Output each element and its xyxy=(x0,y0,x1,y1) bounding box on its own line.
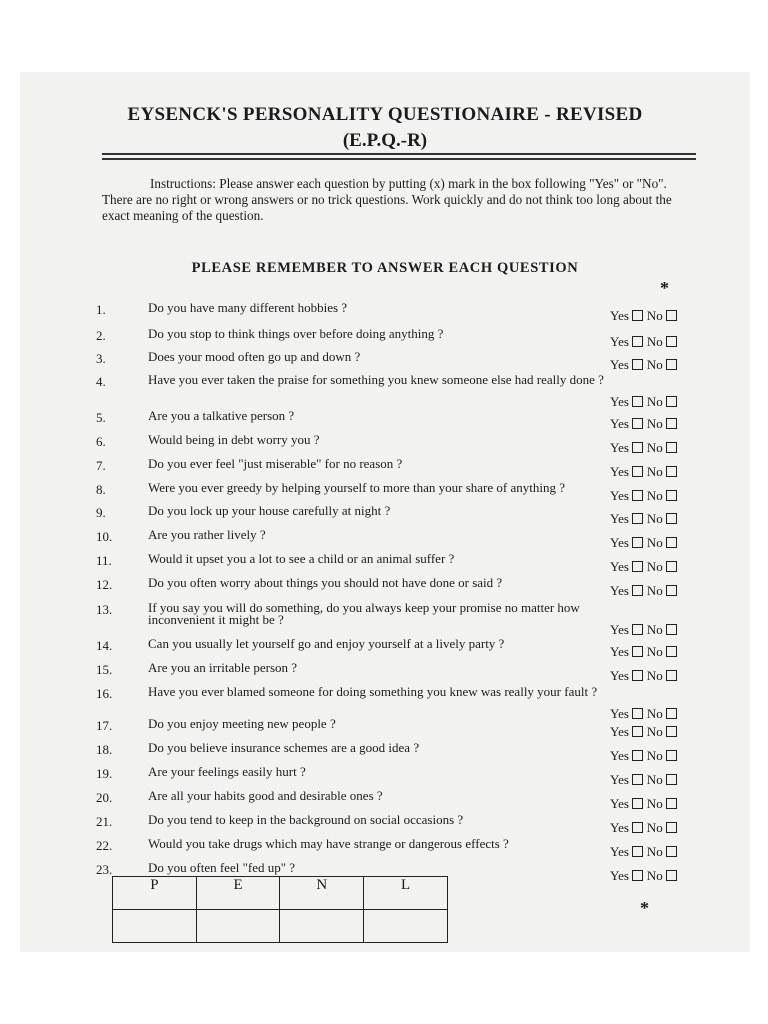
question-text: Were you ever greedy by helping yourself to more than your share of anything ? xyxy=(148,480,565,495)
yes-label: Yes xyxy=(610,488,629,503)
no-label: No xyxy=(646,357,663,372)
question-row xyxy=(20,838,750,862)
question-text: Are you rather lively ? xyxy=(148,527,266,542)
question-text: Are all your habits good and desirable ones ? xyxy=(148,788,383,803)
question-number: 17. xyxy=(96,718,113,733)
question-row xyxy=(20,577,750,601)
question-row xyxy=(20,718,750,742)
yes-checkbox[interactable] xyxy=(632,624,643,635)
no-label: No xyxy=(646,820,663,835)
no-checkbox[interactable] xyxy=(666,646,677,657)
question-text: Are you a talkative person ? xyxy=(148,408,295,423)
yes-checkbox[interactable] xyxy=(632,726,643,737)
answer-options xyxy=(610,724,681,740)
question-row xyxy=(20,372,750,409)
no-label: No xyxy=(646,440,663,455)
question-row xyxy=(20,434,750,458)
no-checkbox[interactable] xyxy=(666,670,677,681)
questionnaire-sheet xyxy=(20,72,750,952)
answer-options xyxy=(610,559,681,575)
score-cell-n[interactable] xyxy=(280,910,364,943)
score-header-l: L xyxy=(364,877,448,910)
question-text: Have you ever taken the praise for something you knew someone else had really done ? xyxy=(148,372,604,387)
question-text: Do you lock up your house carefully at night ? xyxy=(148,503,391,518)
question-row xyxy=(20,742,750,766)
answer-options xyxy=(610,772,681,788)
answer-options xyxy=(610,644,681,660)
question-row xyxy=(20,328,750,352)
no-label: No xyxy=(646,644,663,659)
no-label: No xyxy=(646,844,663,859)
answer-options xyxy=(610,622,681,638)
no-checkbox[interactable] xyxy=(666,418,677,429)
score-cell-p[interactable] xyxy=(113,910,197,943)
question-text: Would it upset you a lot to see a child or an animal suffer ? xyxy=(148,551,455,566)
question-number: 7. xyxy=(96,458,106,473)
no-checkbox[interactable] xyxy=(666,490,677,501)
no-label: No xyxy=(646,668,663,683)
question-number: 3. xyxy=(96,351,106,366)
question-number: 18. xyxy=(96,742,113,757)
yes-label: Yes xyxy=(610,796,629,811)
no-label: No xyxy=(646,535,663,550)
yes-checkbox[interactable] xyxy=(632,442,643,453)
yes-checkbox[interactable] xyxy=(632,798,643,809)
yes-checkbox[interactable] xyxy=(632,585,643,596)
question-number: 16. xyxy=(96,686,113,701)
yes-label: Yes xyxy=(610,464,629,479)
question-row xyxy=(20,662,750,686)
no-label: No xyxy=(646,334,663,349)
question-text: Would you take drugs which may have strange or dangerous effects ? xyxy=(148,836,509,851)
score-header-p: P xyxy=(113,877,197,910)
answer-options xyxy=(610,868,681,884)
question-text: Are your feelings easily hurt ? xyxy=(148,764,306,779)
question-number: 1. xyxy=(96,302,106,317)
question-text: Do you often worry about things you should not have done or said ? xyxy=(148,575,503,590)
no-label: No xyxy=(646,559,663,574)
question-text: Do you have many different hobbies ? xyxy=(148,300,348,315)
yes-label: Yes xyxy=(610,622,629,637)
yes-label: Yes xyxy=(610,308,629,323)
no-label: No xyxy=(646,772,663,787)
question-number: 12. xyxy=(96,577,113,592)
no-checkbox[interactable] xyxy=(666,359,677,370)
question-number: 21. xyxy=(96,814,113,829)
yes-label: Yes xyxy=(610,394,629,409)
yes-checkbox[interactable] xyxy=(632,396,643,407)
no-checkbox[interactable] xyxy=(666,585,677,596)
no-label: No xyxy=(646,394,663,409)
yes-checkbox[interactable] xyxy=(632,822,643,833)
yes-checkbox[interactable] xyxy=(632,870,643,881)
no-label: No xyxy=(646,706,663,721)
no-checkbox[interactable] xyxy=(666,537,677,548)
question-text: Do you stop to think things over before doing anything ? xyxy=(148,326,444,341)
yes-checkbox[interactable] xyxy=(632,513,643,524)
yes-label: Yes xyxy=(610,772,629,787)
no-checkbox[interactable] xyxy=(666,561,677,572)
yes-label: Yes xyxy=(610,559,629,574)
question-row xyxy=(20,600,750,637)
question-row xyxy=(20,553,750,577)
question-number: 14. xyxy=(96,638,113,653)
question-number: 6. xyxy=(96,434,106,449)
asterisk-mark-bottom: * xyxy=(640,898,649,918)
score-cell-e[interactable] xyxy=(196,910,280,943)
question-number: 19. xyxy=(96,766,113,781)
yes-checkbox[interactable] xyxy=(632,359,643,370)
yes-label: Yes xyxy=(610,724,629,739)
score-header-n: N xyxy=(280,877,364,910)
yes-label: Yes xyxy=(610,440,629,455)
yes-label: Yes xyxy=(610,844,629,859)
question-number: 23. xyxy=(96,862,113,877)
no-label: No xyxy=(646,511,663,526)
no-label: No xyxy=(646,416,663,431)
question-row xyxy=(20,302,750,326)
yes-checkbox[interactable] xyxy=(632,537,643,548)
no-label: No xyxy=(646,622,663,637)
score-table-value-row xyxy=(113,910,448,943)
no-checkbox[interactable] xyxy=(666,310,677,321)
yes-label: Yes xyxy=(610,706,629,721)
answer-options xyxy=(610,464,681,480)
question-row xyxy=(20,505,750,529)
answer-options xyxy=(610,416,681,432)
no-label: No xyxy=(646,488,663,503)
no-label: No xyxy=(646,464,663,479)
document-subtitle: (E.P.Q.-R) xyxy=(342,130,428,151)
no-checkbox[interactable] xyxy=(666,846,677,857)
document-title: EYSENCK'S PERSONALITY QUESTIONAIRE - REVISED xyxy=(127,104,643,125)
question-text: If you say you will do something, do you always keep your promise no matter how inconvenient it might be ? xyxy=(148,600,580,627)
no-checkbox[interactable] xyxy=(666,774,677,785)
no-checkbox[interactable] xyxy=(666,336,677,347)
answer-options xyxy=(610,511,681,527)
question-row xyxy=(20,529,750,553)
answer-options xyxy=(610,535,681,551)
score-header-e: E xyxy=(196,877,280,910)
yes-checkbox[interactable] xyxy=(632,466,643,477)
no-label: No xyxy=(646,868,663,883)
question-number: 20. xyxy=(96,790,113,805)
question-row xyxy=(20,790,750,814)
question-row xyxy=(20,638,750,662)
reminder-heading: PLEASE REMEMBER TO ANSWER EACH QUESTION xyxy=(191,260,579,276)
no-checkbox[interactable] xyxy=(666,750,677,761)
no-label: No xyxy=(646,748,663,763)
question-number: 11. xyxy=(96,553,112,568)
answer-options xyxy=(610,583,681,599)
no-label: No xyxy=(646,796,663,811)
question-text: Can you usually let yourself go and enjoy yourself at a lively party ? xyxy=(148,636,505,651)
question-row xyxy=(20,814,750,838)
yes-label: Yes xyxy=(610,668,629,683)
no-checkbox[interactable] xyxy=(666,442,677,453)
yes-checkbox[interactable] xyxy=(632,646,643,657)
yes-checkbox[interactable] xyxy=(632,750,643,761)
answer-options xyxy=(610,820,681,836)
question-text: Do you tend to keep in the background on social occasions ? xyxy=(148,812,464,827)
question-number: 15. xyxy=(96,662,113,677)
yes-checkbox[interactable] xyxy=(632,670,643,681)
question-text: Are you an irritable person ? xyxy=(148,660,298,675)
question-row xyxy=(20,410,750,434)
question-text: Does your mood often go up and down ? xyxy=(148,349,361,364)
no-checkbox[interactable] xyxy=(666,726,677,737)
no-checkbox[interactable] xyxy=(666,624,677,635)
no-checkbox[interactable] xyxy=(666,822,677,833)
yes-checkbox[interactable] xyxy=(632,561,643,572)
yes-checkbox[interactable] xyxy=(632,846,643,857)
no-label: No xyxy=(646,583,663,598)
question-text: Do you often feel "fed up" ? xyxy=(148,860,296,875)
answer-options xyxy=(610,748,681,764)
yes-checkbox[interactable] xyxy=(632,418,643,429)
question-number: 13. xyxy=(96,602,113,617)
answer-options xyxy=(610,357,681,373)
question-number: 10. xyxy=(96,529,113,544)
score-table xyxy=(112,876,448,943)
yes-label: Yes xyxy=(610,583,629,598)
yes-label: Yes xyxy=(610,644,629,659)
no-checkbox[interactable] xyxy=(666,798,677,809)
answer-options xyxy=(610,308,681,324)
yes-checkbox[interactable] xyxy=(632,310,643,321)
answer-options xyxy=(610,668,681,684)
question-text: Do you believe insurance schemes are a good idea ? xyxy=(148,740,420,755)
yes-label: Yes xyxy=(610,748,629,763)
answer-options xyxy=(610,844,681,860)
answer-options xyxy=(610,488,681,504)
question-number: 4. xyxy=(96,374,106,389)
yes-checkbox[interactable] xyxy=(632,490,643,501)
question-number: 22. xyxy=(96,838,113,853)
question-row xyxy=(20,684,750,721)
answer-options xyxy=(610,334,681,350)
no-checkbox[interactable] xyxy=(666,396,677,407)
no-checkbox[interactable] xyxy=(666,513,677,524)
question-row xyxy=(20,458,750,482)
no-checkbox[interactable] xyxy=(666,466,677,477)
question-list xyxy=(20,72,750,952)
no-label: No xyxy=(646,308,663,323)
yes-checkbox[interactable] xyxy=(632,774,643,785)
answer-options xyxy=(610,796,681,812)
answer-options xyxy=(610,394,681,410)
question-row xyxy=(20,766,750,790)
instructions-label: Instructions: xyxy=(150,176,216,191)
question-number: 8. xyxy=(96,482,106,497)
question-text: Have you ever blamed someone for doing something you knew was really your fault ? xyxy=(148,684,598,699)
question-number: 5. xyxy=(96,410,106,425)
yes-label: Yes xyxy=(610,535,629,550)
yes-label: Yes xyxy=(610,868,629,883)
instructions-text: Please answer each question by putting (x) mark in the box following "Yes" or "No". There are no right or wrong answers or no trick questions. Work quickly and do not think too long about the exact meaning of the question. xyxy=(102,176,672,223)
answer-options xyxy=(610,440,681,456)
question-number: 9. xyxy=(96,505,106,520)
yes-label: Yes xyxy=(610,820,629,835)
yes-label: Yes xyxy=(610,511,629,526)
no-checkbox[interactable] xyxy=(666,870,677,881)
yes-label: Yes xyxy=(610,357,629,372)
asterisk-mark-top: * xyxy=(660,278,669,298)
question-number: 2. xyxy=(96,328,106,343)
score-table-header-row xyxy=(113,877,448,910)
yes-label: Yes xyxy=(610,334,629,349)
question-text: Do you enjoy meeting new people ? xyxy=(148,716,336,731)
score-cell-l[interactable] xyxy=(364,910,448,943)
yes-checkbox[interactable] xyxy=(632,336,643,347)
no-label: No xyxy=(646,724,663,739)
yes-label: Yes xyxy=(610,416,629,431)
question-text: Do you ever feel "just miserable" for no reason ? xyxy=(148,456,403,471)
question-text: Would being in debt worry you ? xyxy=(148,432,320,447)
